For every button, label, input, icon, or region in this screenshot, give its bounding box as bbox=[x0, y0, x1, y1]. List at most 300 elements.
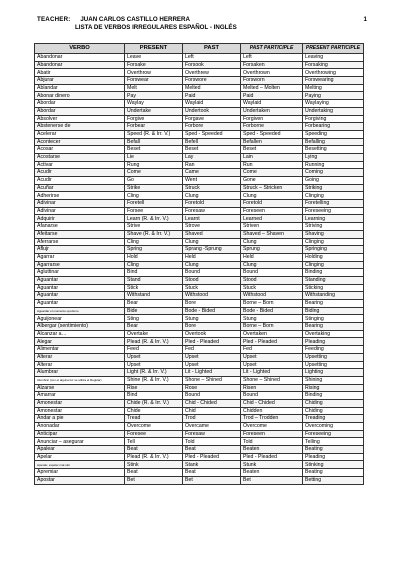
table-row bbox=[35, 261, 364, 269]
table-row bbox=[35, 138, 364, 146]
cell-present: Waylay bbox=[125, 100, 183, 108]
table-row bbox=[35, 77, 364, 85]
cell-present: Cling bbox=[125, 192, 183, 200]
cell-past: Stung bbox=[183, 315, 241, 323]
cell-past-participle: Beset bbox=[241, 146, 303, 154]
column-header-present: PRESENT bbox=[125, 44, 183, 54]
cell-present-participle: Chiding bbox=[303, 407, 364, 415]
cell-present-participle: Overtaking bbox=[303, 330, 364, 338]
cell-verbo: Albergar (sentimiento) bbox=[35, 323, 125, 331]
cell-past-participle: Lain bbox=[241, 153, 303, 161]
cell-past-participle: Foreseen bbox=[241, 207, 303, 215]
cell-past-participle: Sprung bbox=[241, 246, 303, 254]
cell-past: Stuck bbox=[183, 284, 241, 292]
cell-present: Shine (R. & Irr. V.) bbox=[125, 376, 183, 384]
cell-present: Leave bbox=[125, 54, 183, 62]
cell-past: Beat bbox=[183, 469, 241, 477]
table-row bbox=[35, 338, 364, 346]
cell-past-participle: Run bbox=[241, 161, 303, 169]
cell-past-participle: Sped - Speeded bbox=[241, 130, 303, 138]
cell-past-participle: Shaved – Shaven bbox=[241, 230, 303, 238]
cell-verbo: Alegar bbox=[35, 338, 125, 346]
cell-present-participle: Leaving bbox=[303, 54, 364, 62]
cell-present-participle: Foreseeing bbox=[303, 207, 364, 215]
page-number: 1 bbox=[363, 16, 367, 23]
cell-past: Bound bbox=[183, 269, 241, 277]
cell-present: Overtake bbox=[125, 330, 183, 338]
table-row bbox=[35, 230, 364, 238]
column-header-past-participle: PAST PARTICIPLE bbox=[241, 44, 303, 54]
cell-past-participle: Forsaken bbox=[241, 61, 303, 69]
table-row bbox=[35, 169, 364, 177]
cell-verbo: Acosar bbox=[35, 146, 125, 154]
cell-past: Upset bbox=[183, 353, 241, 361]
cell-past: Chid bbox=[183, 407, 241, 415]
cell-verbo: Abordar bbox=[35, 100, 125, 108]
cell-past-participle: Bet bbox=[241, 476, 303, 484]
cell-past: Sprang -Sprung bbox=[183, 246, 241, 254]
cell-past: Bore bbox=[183, 300, 241, 308]
cell-past: Foretold bbox=[183, 200, 241, 208]
cell-verbo: Anunciar – asegurar bbox=[35, 438, 125, 446]
table-row bbox=[35, 446, 364, 454]
cell-past-participle: Forgiven bbox=[241, 115, 303, 123]
cell-verbo: Ablandar bbox=[35, 84, 125, 92]
cell-past: Beset bbox=[183, 146, 241, 154]
cell-verbo: Acuñar bbox=[35, 184, 125, 192]
cell-present: Stink bbox=[125, 461, 183, 469]
cell-present-participle: Clinging bbox=[303, 192, 364, 200]
table-row bbox=[35, 92, 364, 100]
table-row bbox=[35, 200, 364, 208]
cell-past: Stank bbox=[183, 461, 241, 469]
cell-present: Bind bbox=[125, 269, 183, 277]
cell-present-participle: Overcoming bbox=[303, 423, 364, 431]
cell-verbo: Abjurar bbox=[35, 77, 125, 85]
table-row bbox=[35, 346, 364, 354]
cell-past: Forswore bbox=[183, 77, 241, 85]
cell-present: Bet bbox=[125, 476, 183, 484]
cell-present-participle: Biding bbox=[303, 307, 364, 315]
table-row bbox=[35, 146, 364, 154]
cell-present: Strive bbox=[125, 223, 183, 231]
cell-verbo: Activar bbox=[35, 161, 125, 169]
cell-past: Forgave bbox=[183, 115, 241, 123]
cell-past-participle: Stunk bbox=[241, 461, 303, 469]
cell-past: Overcame bbox=[183, 423, 241, 431]
cell-present-participle: Coming bbox=[303, 169, 364, 177]
cell-verbo: Aferrarse bbox=[35, 238, 125, 246]
cell-verbo: Afanarse bbox=[35, 223, 125, 231]
cell-present: Light (R. & Irr. V.) bbox=[125, 369, 183, 377]
cell-past-participle: Chidden bbox=[241, 407, 303, 415]
cell-present-participle: Striving bbox=[303, 223, 364, 231]
cell-present: Stick bbox=[125, 284, 183, 292]
cell-past-participle: Stood bbox=[241, 276, 303, 284]
cell-past-participle: Stung bbox=[241, 315, 303, 323]
table-row bbox=[35, 130, 364, 138]
cell-verbo: Amonestar bbox=[35, 399, 125, 407]
teacher-label: TEACHER: bbox=[37, 16, 71, 23]
cell-past: Strove bbox=[183, 223, 241, 231]
cell-past: Came bbox=[183, 169, 241, 177]
cell-present-participle: Going bbox=[303, 177, 364, 185]
cell-past: Overthrew bbox=[183, 69, 241, 77]
cell-past: Paid bbox=[183, 92, 241, 100]
cell-verbo: Aguantar bbox=[35, 284, 125, 292]
cell-verbo: Adquirir bbox=[35, 215, 125, 223]
column-header-past: PAST bbox=[183, 44, 241, 54]
table-row bbox=[35, 115, 364, 123]
cell-verbo: Abstenerse de bbox=[35, 123, 125, 131]
table-row bbox=[35, 361, 364, 369]
cell-verbo: Adivinar bbox=[35, 207, 125, 215]
cell-present-participle: Learning bbox=[303, 215, 364, 223]
cell-present-participle: Upsetting bbox=[303, 361, 364, 369]
cell-past: Left bbox=[183, 54, 241, 62]
cell-past: Sped - Speeded bbox=[183, 130, 241, 138]
cell-past: Forbore bbox=[183, 123, 241, 131]
cell-past: Trod bbox=[183, 415, 241, 423]
table-row bbox=[35, 323, 364, 331]
cell-verbo: Aguijonear bbox=[35, 315, 125, 323]
cell-present-participle: Forbearing bbox=[303, 123, 364, 131]
cell-present: Forgive bbox=[125, 115, 183, 123]
cell-past: Stood bbox=[183, 276, 241, 284]
page-header bbox=[37, 16, 367, 32]
cell-past: Went bbox=[183, 177, 241, 185]
cell-present: Beat bbox=[125, 469, 183, 477]
cell-past-participle: Foreseen bbox=[241, 430, 303, 438]
cell-present: Shave (R. & Irr. V.) bbox=[125, 230, 183, 238]
cell-present: Hold bbox=[125, 253, 183, 261]
cell-verbo: Acostarse bbox=[35, 153, 125, 161]
cell-present: Stand bbox=[125, 276, 183, 284]
cell-verbo: Aguantar bbox=[35, 300, 125, 308]
cell-past-participle: Chid - Chided bbox=[241, 399, 303, 407]
table-row bbox=[35, 423, 364, 431]
cell-present-participle: Forswearing bbox=[303, 77, 364, 85]
cell-present: Melt bbox=[125, 84, 183, 92]
table-row bbox=[35, 415, 364, 423]
cell-past: Befell bbox=[183, 138, 241, 146]
cell-past-participle: Learned bbox=[241, 215, 303, 223]
cell-past-participle: Fed bbox=[241, 346, 303, 354]
cell-present: Lie bbox=[125, 153, 183, 161]
cell-past: Bet bbox=[183, 476, 241, 484]
cell-verbo: Alimentar bbox=[35, 346, 125, 354]
table-body bbox=[35, 54, 364, 485]
cell-present: Sting bbox=[125, 315, 183, 323]
cell-present-participle: Binding bbox=[303, 269, 364, 277]
cell-past-participle: Gone bbox=[241, 177, 303, 185]
table-row bbox=[35, 153, 364, 161]
cell-present: Beset bbox=[125, 146, 183, 154]
cell-past-participle: Undertaken bbox=[241, 107, 303, 115]
cell-present: Speed (R. & Irr. V.) bbox=[125, 130, 183, 138]
cell-present: Tell bbox=[125, 438, 183, 446]
cell-past: Overtook bbox=[183, 330, 241, 338]
cell-past-participle: Come bbox=[241, 169, 303, 177]
cell-verbo: Andar a pie bbox=[35, 415, 125, 423]
cell-present-participle: Beating bbox=[303, 446, 364, 454]
cell-present: Foretell bbox=[125, 200, 183, 208]
cell-past-participle: Shone – Shined bbox=[241, 376, 303, 384]
cell-present: Spring bbox=[125, 246, 183, 254]
cell-present-participle: Foretelling bbox=[303, 200, 364, 208]
cell-present: Bind bbox=[125, 392, 183, 400]
table-header-row bbox=[35, 44, 364, 54]
cell-verbo: Agluttinar bbox=[35, 269, 125, 277]
cell-past-participle: Befallen bbox=[241, 138, 303, 146]
cell-verbo: Absolver bbox=[35, 115, 125, 123]
table-row bbox=[35, 469, 364, 477]
teacher-name: JUAN CARLOS CASTILLO HERRERA bbox=[80, 16, 190, 23]
cell-past-participle: Overthrown bbox=[241, 69, 303, 77]
cell-present-participle: Withstanding bbox=[303, 292, 364, 300]
cell-present: Overthrow bbox=[125, 69, 183, 77]
table-row bbox=[35, 353, 364, 361]
cell-verbo: Abandonar bbox=[35, 54, 125, 62]
cell-verbo: Aguardar el momento oportuno bbox=[35, 307, 125, 315]
cell-past-participle: Borne – Born bbox=[241, 323, 303, 331]
cell-present: Chide bbox=[125, 407, 183, 415]
cell-verbo: Alumbrar bbox=[35, 369, 125, 377]
cell-past: Forsook bbox=[183, 61, 241, 69]
cell-past-participle: Held bbox=[241, 253, 303, 261]
cell-past-participle: Trod – Trodden bbox=[241, 415, 303, 423]
cell-verbo: Acudir bbox=[35, 169, 125, 177]
cell-present-participle: Clinging bbox=[303, 238, 364, 246]
cell-present-participle: Stinking bbox=[303, 461, 364, 469]
table-row bbox=[35, 369, 364, 377]
cell-present-participle: Speeding bbox=[303, 130, 364, 138]
cell-present: Bide bbox=[125, 307, 183, 315]
cell-present-participle: Besetting bbox=[303, 146, 364, 154]
table-row bbox=[35, 461, 364, 469]
cell-verbo: Anonadar bbox=[35, 423, 125, 431]
table-row bbox=[35, 384, 364, 392]
verb-table bbox=[34, 43, 364, 485]
cell-present-participle: Lying bbox=[303, 153, 364, 161]
cell-past: Clung bbox=[183, 261, 241, 269]
table-row bbox=[35, 69, 364, 77]
cell-past: Struck bbox=[183, 184, 241, 192]
table-row bbox=[35, 107, 364, 115]
cell-verbo: Aflujr bbox=[35, 246, 125, 254]
table-row bbox=[35, 269, 364, 277]
cell-verbo: Apalear bbox=[35, 446, 125, 454]
cell-verbo: Apelar bbox=[35, 453, 125, 461]
cell-present-participle: Holding bbox=[303, 253, 364, 261]
cell-past-participle: Withstood bbox=[241, 292, 303, 300]
table-row bbox=[35, 276, 364, 284]
table-row bbox=[35, 253, 364, 261]
cell-past-participle: Lit - Lighted bbox=[241, 369, 303, 377]
cell-past-participle: Risen bbox=[241, 384, 303, 392]
cell-past-participle: Bound bbox=[241, 269, 303, 277]
cell-present-participle: Telling bbox=[303, 438, 364, 446]
cell-present-participle: Shaving bbox=[303, 230, 364, 238]
cell-past-participle: Struck – Stricken bbox=[241, 184, 303, 192]
cell-present-participle: Chiding bbox=[303, 399, 364, 407]
cell-verbo: Anticipar bbox=[35, 430, 125, 438]
cell-present: Overcome bbox=[125, 423, 183, 431]
cell-past-participle: Pled - Pleaded bbox=[241, 338, 303, 346]
cell-present: Plead (R. & Irr. V.) bbox=[125, 338, 183, 346]
cell-past: Fed bbox=[183, 346, 241, 354]
cell-verbo: Adivinar bbox=[35, 200, 125, 208]
cell-past-participle: Clung bbox=[241, 261, 303, 269]
cell-past: Clung bbox=[183, 238, 241, 246]
cell-past: Foresaw bbox=[183, 430, 241, 438]
cell-past: Pled - Pleaded bbox=[183, 453, 241, 461]
cell-past: Chid - Chided bbox=[183, 399, 241, 407]
cell-verbo: Abordar bbox=[35, 107, 125, 115]
cell-past: Lit - Lighted bbox=[183, 369, 241, 377]
cell-present-participle: Binding bbox=[303, 392, 364, 400]
cell-past: Melted bbox=[183, 84, 241, 92]
cell-verbo: Afeitarse bbox=[35, 230, 125, 238]
cell-past-participle: Forborne bbox=[241, 123, 303, 131]
cell-past: Beat bbox=[183, 446, 241, 454]
table-row bbox=[35, 307, 364, 315]
cell-present: Tread bbox=[125, 415, 183, 423]
cell-verbo: Agarrar bbox=[35, 253, 125, 261]
cell-present: Learn (R. & Irr. V.) bbox=[125, 215, 183, 223]
column-header-present-participle: PRESENT PARTICIPLE bbox=[303, 44, 364, 54]
cell-past: Bound bbox=[183, 392, 241, 400]
cell-present: Go bbox=[125, 177, 183, 185]
table-row bbox=[35, 292, 364, 300]
table-row bbox=[35, 438, 364, 446]
cell-present-participle: Springing bbox=[303, 246, 364, 254]
cell-present: Forsake bbox=[125, 61, 183, 69]
cell-present: Forsee bbox=[125, 207, 183, 215]
cell-past: Pled - Pleaded bbox=[183, 338, 241, 346]
table-row bbox=[35, 192, 364, 200]
cell-present: Upset bbox=[125, 361, 183, 369]
table-row bbox=[35, 215, 364, 223]
cell-present-participle: Shining bbox=[303, 376, 364, 384]
cell-past-participle: Beaten bbox=[241, 446, 303, 454]
cell-present-participle: Paying bbox=[303, 92, 364, 100]
cell-verbo: Acelerar bbox=[35, 130, 125, 138]
cell-present: Plead (R. & Irr. V.) bbox=[125, 453, 183, 461]
table-row bbox=[35, 161, 364, 169]
cell-verbo: Aguantar bbox=[35, 276, 125, 284]
table-row bbox=[35, 238, 364, 246]
cell-past: Ran bbox=[183, 161, 241, 169]
cell-present-participle: Pleading bbox=[303, 453, 364, 461]
cell-past-participle: Clung bbox=[241, 192, 303, 200]
cell-present-participle: Forgiving bbox=[303, 115, 364, 123]
cell-present: Feed bbox=[125, 346, 183, 354]
table-row bbox=[35, 223, 364, 231]
cell-present-participle: Lighting bbox=[303, 369, 364, 377]
cell-past-participle: Pled - Pleaded bbox=[241, 453, 303, 461]
cell-past: Shone – Shined bbox=[183, 376, 241, 384]
table-row bbox=[35, 376, 364, 384]
cell-verbo: Amarrar bbox=[35, 392, 125, 400]
table-row bbox=[35, 177, 364, 185]
cell-present: Come bbox=[125, 169, 183, 177]
column-header-verbo: VERBO bbox=[35, 44, 125, 54]
table-row bbox=[35, 207, 364, 215]
cell-past: Lay bbox=[183, 153, 241, 161]
cell-past: Undertook bbox=[183, 107, 241, 115]
cell-past-participle: Clung bbox=[241, 238, 303, 246]
cell-past-participle: Beaten bbox=[241, 469, 303, 477]
cell-present: Bear bbox=[125, 300, 183, 308]
table-row bbox=[35, 399, 364, 407]
cell-present: Strike bbox=[125, 184, 183, 192]
table-row bbox=[35, 315, 364, 323]
cell-past-participle: Striven bbox=[241, 223, 303, 231]
cell-past: Waylaid bbox=[183, 100, 241, 108]
cell-past: Learnt bbox=[183, 215, 241, 223]
document-title: LISTA DE VERBOS IRREGULARES ESPAÑOL - INGLÉS bbox=[75, 24, 237, 31]
cell-verbo: Aguantar bbox=[35, 292, 125, 300]
cell-past: Upset bbox=[183, 361, 241, 369]
cell-present-participle: Striking bbox=[303, 184, 364, 192]
table-row bbox=[35, 123, 364, 131]
cell-verbo: Acudir bbox=[35, 177, 125, 185]
cell-verbo: Apostar bbox=[35, 476, 125, 484]
cell-past-participle: Borne – Born bbox=[241, 300, 303, 308]
cell-verbo: Amonestar bbox=[35, 407, 125, 415]
cell-present: Rise bbox=[125, 384, 183, 392]
cell-verbo: Alterar bbox=[35, 361, 125, 369]
cell-past-participle: Upset bbox=[241, 361, 303, 369]
cell-past-participle: Forsworn bbox=[241, 77, 303, 85]
cell-present: Foresee bbox=[125, 430, 183, 438]
table-row bbox=[35, 54, 364, 62]
cell-present-participle: Foreseeing bbox=[303, 430, 364, 438]
cell-past: Told bbox=[183, 438, 241, 446]
cell-past-participle: Overcome bbox=[241, 423, 303, 431]
cell-past-participle: Bode - Bided bbox=[241, 307, 303, 315]
cell-present-participle: Clinging bbox=[303, 261, 364, 269]
cell-verbo: Apestar, expeler mal olor bbox=[35, 461, 125, 469]
cell-present: Cling bbox=[125, 238, 183, 246]
cell-present: Pay bbox=[125, 92, 183, 100]
cell-present-participle: Standing bbox=[303, 276, 364, 284]
cell-verbo: Abonar dinero bbox=[35, 92, 125, 100]
cell-present: Chide (R. & Irr. V.) bbox=[125, 399, 183, 407]
cell-past: Bode - Bided bbox=[183, 307, 241, 315]
cell-present-participle: Overthrowing bbox=[303, 69, 364, 77]
cell-past-participle: Foretold bbox=[241, 200, 303, 208]
cell-present-participle: Befalling bbox=[303, 138, 364, 146]
cell-present-participle: Bearing bbox=[303, 323, 364, 331]
table-row bbox=[35, 61, 364, 69]
cell-present-participle: Rising bbox=[303, 384, 364, 392]
cell-present-participle: Betting bbox=[303, 476, 364, 484]
cell-verbo: Acontecer bbox=[35, 138, 125, 146]
cell-present: Forbear bbox=[125, 123, 183, 131]
cell-present-participle: Waylaying bbox=[303, 100, 364, 108]
cell-past-participle: Melted – Molten bbox=[241, 84, 303, 92]
cell-present-participle: Pleading bbox=[303, 338, 364, 346]
table-row bbox=[35, 430, 364, 438]
cell-past: Shaved bbox=[183, 230, 241, 238]
table-row bbox=[35, 84, 364, 92]
cell-verbo: Abatir bbox=[35, 69, 125, 77]
cell-verbo: Alterar bbox=[35, 353, 125, 361]
table-row bbox=[35, 453, 364, 461]
cell-present-participle: Bearing bbox=[303, 300, 364, 308]
